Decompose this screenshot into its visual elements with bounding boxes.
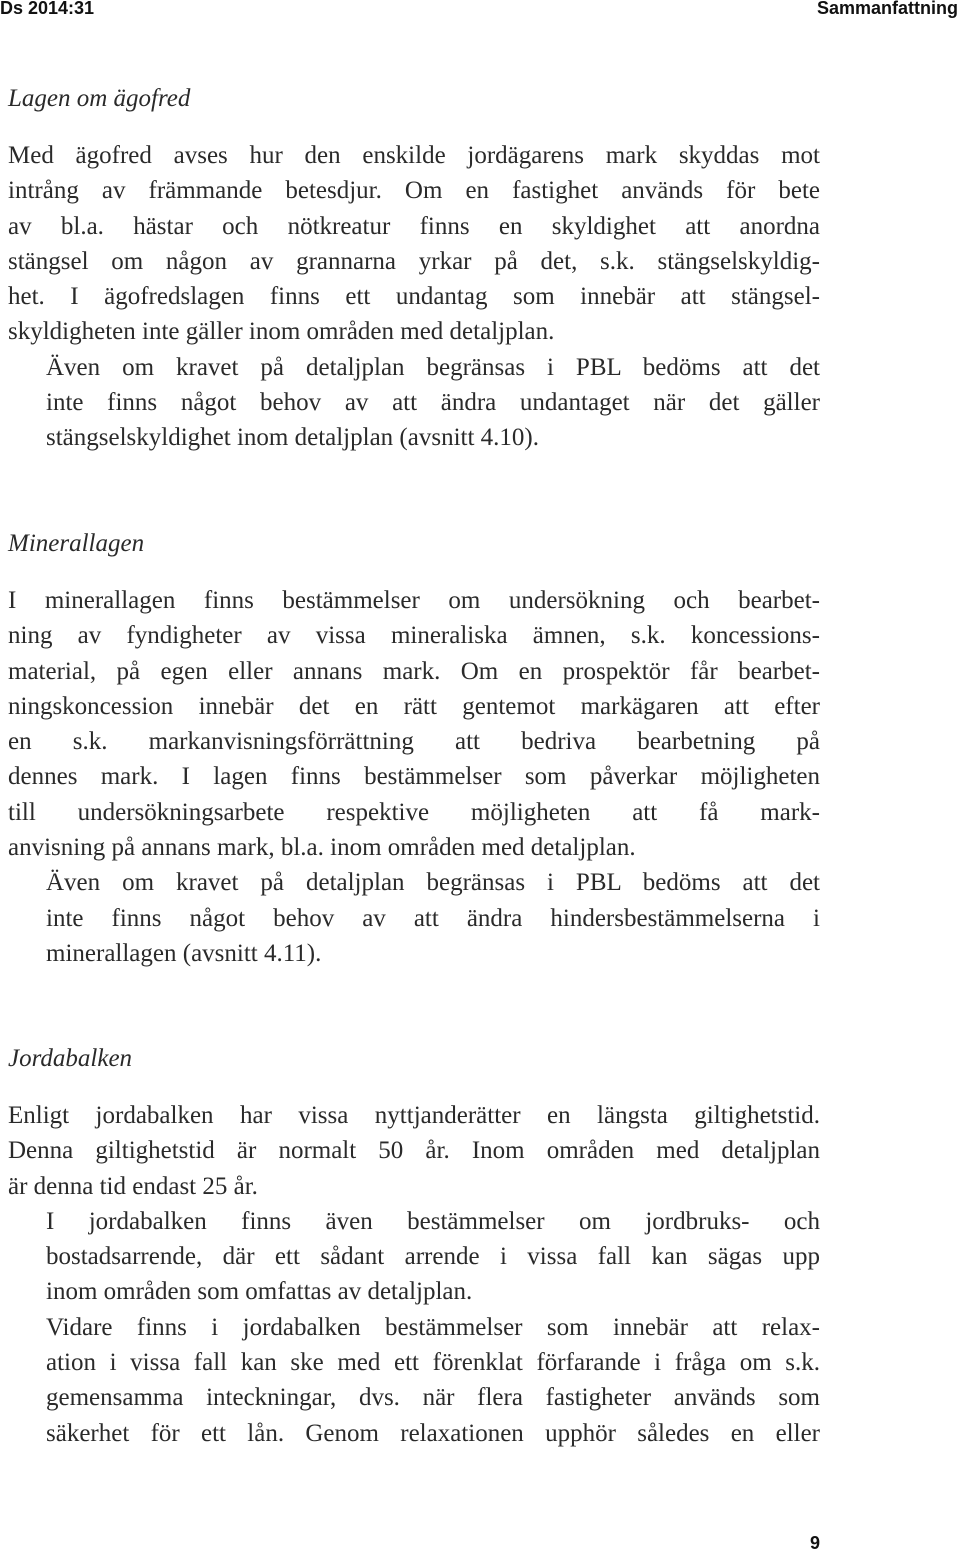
running-head bbox=[0, 0, 960, 22]
paragraph bbox=[8, 138, 820, 350]
text-line: material, på egen eller annans mark. Om en prospektör får bearbet- bbox=[8, 657, 820, 685]
text-line: ation i vissa fall kan ske med ett förenklat förfarande i fråga om s.k. bbox=[46, 1349, 820, 1377]
text-line: bostadsarrende, där ett sådant arrende i vissa fall kan sägas upp bbox=[46, 1243, 820, 1271]
text-line: är denna tid endast 25 år. bbox=[8, 1172, 258, 1200]
paragraph bbox=[8, 583, 820, 865]
text-line: säkerhet för ett lån. Genom relaxationen upphör således en eller bbox=[46, 1419, 820, 1447]
text-line: av bl.a. hästar och nötkreatur finns en skyldighet att anordna bbox=[8, 212, 820, 240]
text-line: Vidare finns i jordabalken bestämmelser som innebär att relax- bbox=[46, 1313, 820, 1341]
text-line: till undersökningsarbete respektive möjligheten att få mark- bbox=[8, 798, 820, 826]
text-line: anvisning på annans mark, bl.a. inom områden med detaljplan. bbox=[8, 834, 636, 862]
text-line: Även om kravet på detaljplan begränsas i PBL bedöms att det bbox=[46, 353, 820, 381]
document-id: Ds 2014:31 bbox=[0, 0, 95, 18]
paragraph bbox=[8, 865, 820, 971]
text-line: Även om kravet på detaljplan begränsas i PBL bedöms att det bbox=[46, 869, 820, 897]
section-heading: Jordabalken bbox=[8, 1045, 133, 1072]
text-line: inte finns något behov av att ändra hindersbestämmelserna i bbox=[46, 904, 820, 932]
text-line: skyldigheten inte gäller inom områden med detaljplan. bbox=[8, 318, 555, 346]
paragraph bbox=[8, 1098, 820, 1204]
section-agofred bbox=[8, 82, 820, 456]
section-heading: Minerallagen bbox=[8, 530, 145, 557]
text-line: Med ägofred avses hur den enskilde jordägarens mark skyddas mot bbox=[8, 142, 820, 169]
section-heading: Lagen om ägofred bbox=[8, 85, 191, 112]
page-number: 9 bbox=[809, 1533, 820, 1553]
text-line: stängsel om någon av grannarna yrkar på det, s.k. stängselskyldig- bbox=[8, 247, 820, 275]
text-line: minerallagen (avsnitt 4.11). bbox=[46, 939, 322, 967]
paragraph bbox=[8, 350, 820, 456]
text-line: dennes mark. I lagen finns bestämmelser som påverkar möjligheten bbox=[8, 763, 820, 791]
text-line: ning av fyndigheter av vissa mineraliska ämnen, s.k. koncessions- bbox=[8, 622, 820, 650]
paragraph bbox=[8, 1204, 820, 1310]
text-line: Denna giltighetstid är normalt 50 år. Inom områden med detaljplan bbox=[8, 1137, 820, 1165]
text-line: intrång av främmande betesdjur. Om en fastighet används för bete bbox=[8, 177, 820, 205]
text-line: stängselskyldighet inom detaljplan (avsnitt 4.10). bbox=[46, 424, 539, 452]
text-line: inom områden som omfattas av detaljplan. bbox=[46, 1278, 473, 1306]
text-line: Enligt jordabalken har vissa nyttjanderätter en längsta giltighetstid. bbox=[8, 1102, 820, 1129]
text-line: I jordabalken finns även bestämmelser om jordbruks- och bbox=[46, 1207, 820, 1235]
text-line: en s.k. markanvisningsförrättning att bedriva bearbetning på bbox=[8, 728, 820, 756]
section-minerallagen bbox=[8, 527, 820, 971]
text-line: gemensamma inteckningar, dvs. när flera fastigheter används som bbox=[46, 1384, 820, 1412]
chapter-title: Sammanfattning bbox=[816, 0, 958, 18]
text-line: I minerallagen finns bestämmelser om undersökning och bearbet- bbox=[8, 587, 820, 614]
paragraph bbox=[8, 1310, 820, 1451]
text-line: inte finns något behov av att ändra undantaget när det gäller bbox=[46, 389, 820, 417]
text-line: het. I ägofredslagen finns ett undantag som innebär att stängsel- bbox=[8, 283, 820, 311]
text-line: ningskoncession innebär det en rätt gentemot markägaren att efter bbox=[8, 692, 820, 720]
section-jordabalken bbox=[8, 1042, 820, 1451]
